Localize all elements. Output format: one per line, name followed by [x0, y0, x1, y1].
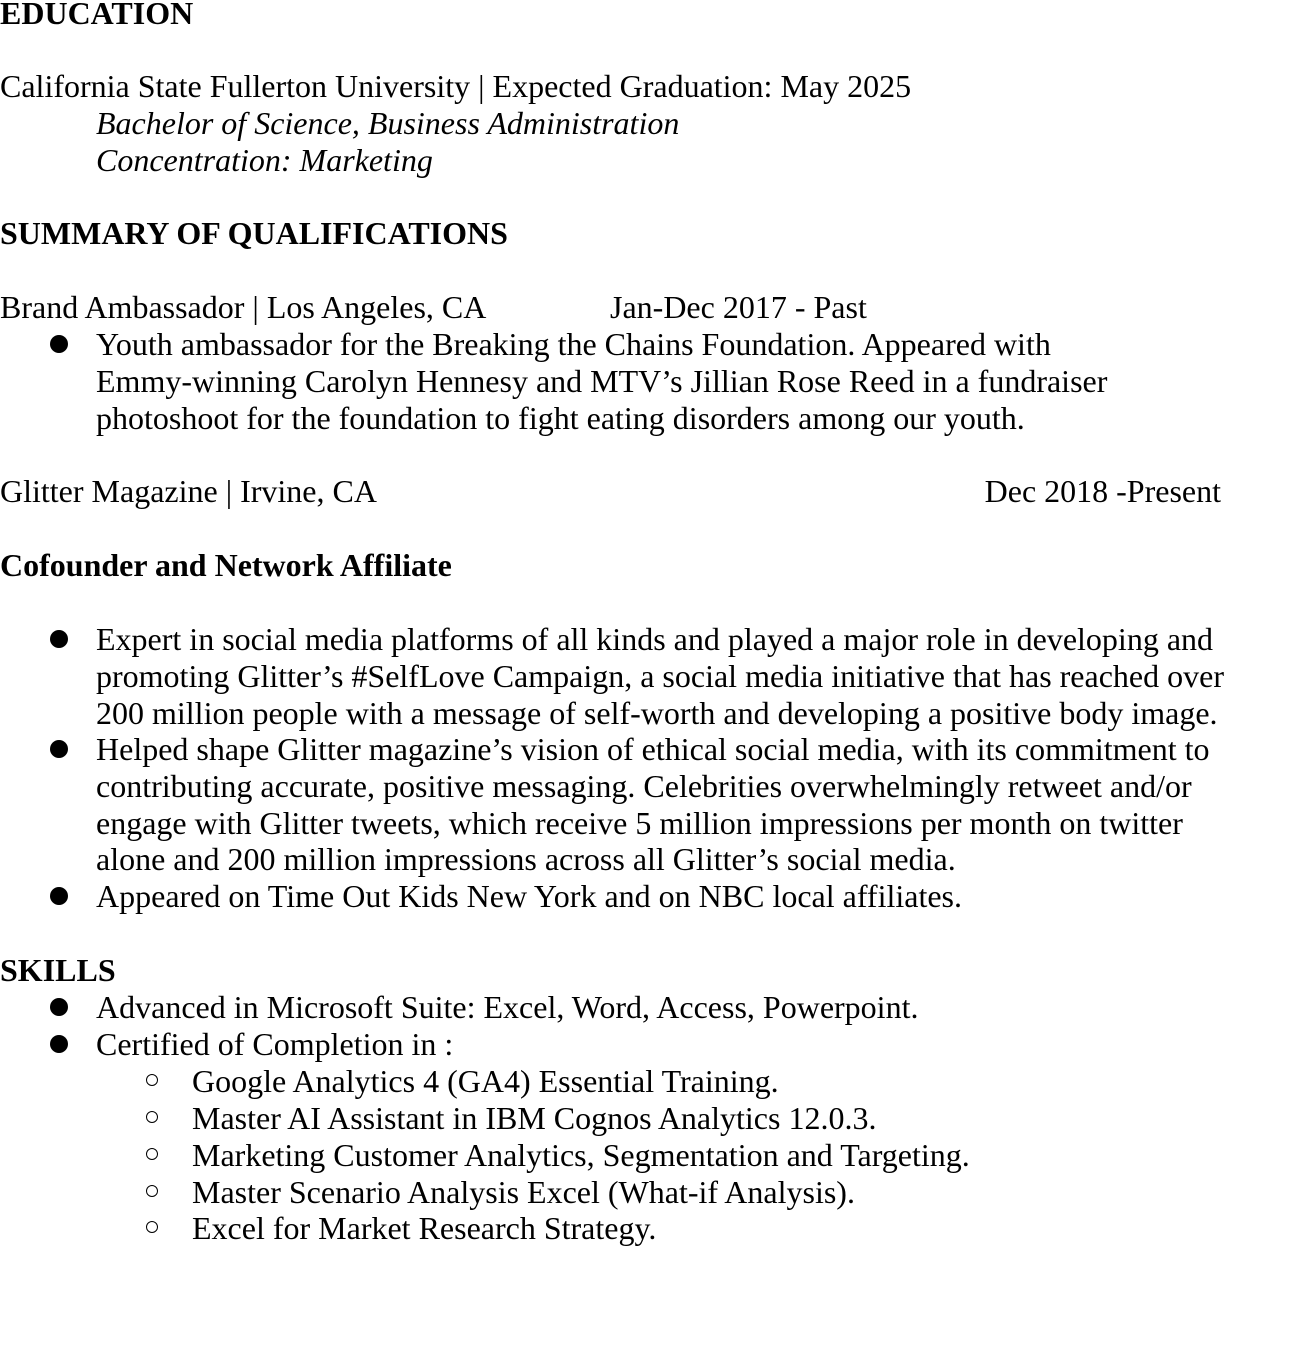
- school-line: California State Fullerton University | Expected Graduation: May 2025: [0, 68, 912, 104]
- job2-bullet-2-dot: [50, 740, 68, 758]
- concentration-line: Concentration: Marketing: [96, 142, 433, 178]
- cert-5-circle: [146, 1221, 158, 1233]
- job1-dates: Jan-Dec 2017 - Past: [610, 289, 867, 325]
- skill-2-dot: [50, 1035, 68, 1053]
- job2-role: Cofounder and Network Affiliate: [0, 547, 452, 583]
- cert-1-circle: [146, 1074, 158, 1086]
- education-heading: EDUCATION: [0, 0, 194, 31]
- skill-1-dot: [50, 998, 68, 1016]
- job1-bullet-1-line-2: Emmy-winning Carolyn Hennesy and MTV’s Jillian Rose Reed in a fundraiser: [96, 363, 1108, 399]
- job1-bullet-1-dot: [50, 335, 68, 353]
- cert-4: Master Scenario Analysis Excel (What-if Analysis).: [192, 1174, 855, 1210]
- job2-bullet-2-line-4: alone and 200 million impressions across all Glitter’s social media.: [96, 841, 956, 877]
- cert-2: Master AI Assistant in IBM Cognos Analytics 12.0.3.: [192, 1100, 877, 1136]
- degree-line: Bachelor of Science, Business Administration: [96, 105, 680, 141]
- job1-title-location: Brand Ambassador | Los Angeles, CA: [0, 289, 487, 325]
- job2-bullet-1-line-3: 200 million people with a message of self-worth and developing a positive body image.: [96, 695, 1218, 731]
- job2-bullet-1-line-2: promoting Glitter’s #SelfLove Campaign, a social media initiative that has reached over: [96, 658, 1224, 694]
- cert-3-circle: [146, 1148, 158, 1160]
- cert-1: Google Analytics 4 (GA4) Essential Training.: [192, 1063, 779, 1099]
- summary-heading: SUMMARY OF QUALIFICATIONS: [0, 215, 508, 251]
- job2-bullet-1-line-1: Expert in social media platforms of all kinds and played a major role in developing and: [96, 621, 1214, 657]
- job2-bullet-2-line-2: contributing accurate, positive messaging. Celebrities overwhelmingly retweet and/or: [96, 768, 1192, 804]
- job2-bullet-1-dot: [50, 630, 68, 648]
- cert-3: Marketing Customer Analytics, Segmentation and Targeting.: [192, 1137, 970, 1173]
- job1-bullet-1-line-1: Youth ambassador for the Breaking the Chains Foundation. Appeared with: [96, 326, 1051, 362]
- cert-4-circle: [146, 1185, 158, 1197]
- job2-dates: Dec 2018 -Present: [984, 473, 1221, 509]
- job2-title-location: Glitter Magazine | Irvine, CA: [0, 473, 377, 509]
- cert-2-circle: [146, 1111, 158, 1123]
- job2-bullet-3-line-1: Appeared on Time Out Kids New York and on NBC local affiliates.: [96, 878, 962, 914]
- skill-1: Advanced in Microsoft Suite: Excel, Word, Access, Powerpoint.: [96, 989, 919, 1025]
- job2-bullet-2-line-1: Helped shape Glitter magazine’s vision of ethical social media, with its commitment to: [96, 731, 1210, 767]
- cert-5: Excel for Market Research Strategy.: [192, 1210, 657, 1246]
- skill-2: Certified of Completion in :: [96, 1026, 454, 1062]
- job1-bullet-1-line-3: photoshoot for the foundation to fight eating disorders among our youth.: [96, 400, 1025, 436]
- job2-bullet-2-line-3: engage with Glitter tweets, which receive 5 million impressions per month on twitter: [96, 805, 1183, 841]
- job2-bullet-3-dot: [50, 887, 68, 905]
- skills-heading: SKILLS: [0, 952, 116, 988]
